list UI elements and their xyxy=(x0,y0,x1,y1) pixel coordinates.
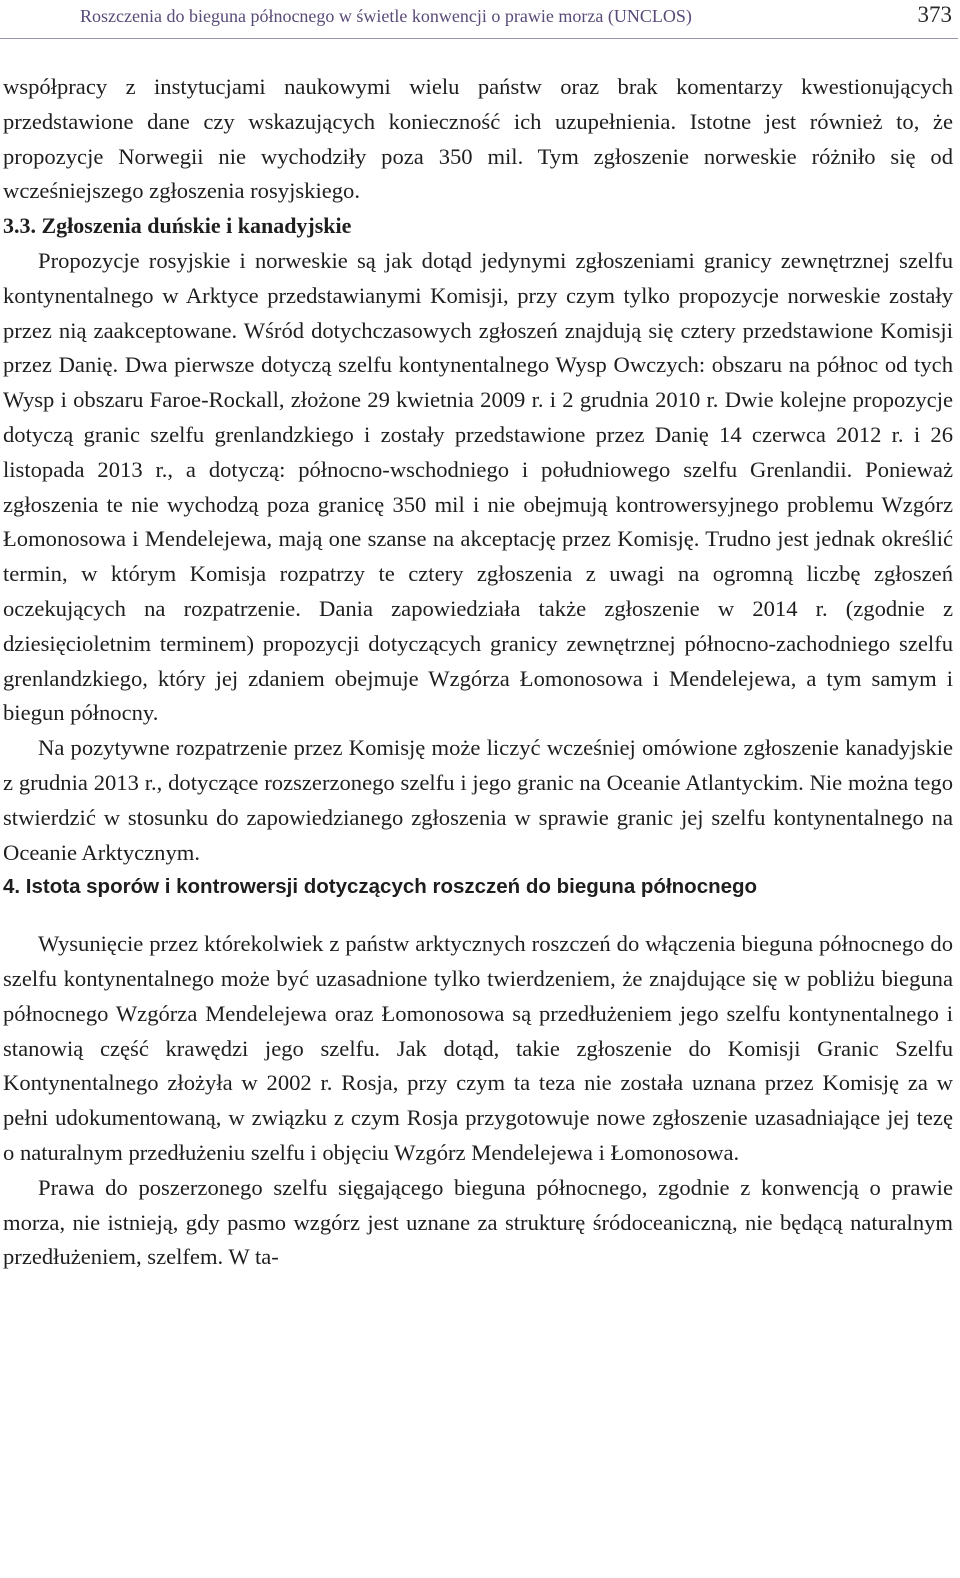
paragraph-continuation: współpracy z instytucjami naukowymi wielu państw oraz brak komentarzy kwestionujących przedstawione dane czy wskazujących konieczność ich uzupełnienia. Istotne jest również to, że propozycje Norwegii nie wychodziły poza 350 mil. Tym zgłoszenie norweskie różniło się od wcześniejszego zgłoszenia rosyjskiego. xyxy=(3,74,953,204)
page-number: 373 xyxy=(917,2,952,27)
subsection-heading: 3.3. Zgłoszenia duńskie i kanadyjskie xyxy=(3,213,352,239)
paragraph-canadian-submission: Na pozytywne rozpatrzenie przez Komisję może liczyć wcześniej omówione zgłoszenie kanadyjskie z grudnia 2013 r., dotyczące rozszerzonego szelfu i jego granic na Oceanie Atlantyckim. Nie można tego stwierdzić w stosunku do zapowiedzianego zgłoszenia w sprawie granic jej szelfu kontynentalnego na Oceanie Arktycznym. xyxy=(3,735,953,865)
paragraph-rights-to-shelf: Prawa do poszerzonego szelfu sięgającego bieguna północnego, zgodnie z konwencją o prawie morza, nie istnieją, gdy pasmo wzgórz jest uznane za strukturę śródoceaniczną, nie będącą naturalnym przedłużeniem, szelfem. W ta- xyxy=(3,1174,953,1270)
section-spacer xyxy=(3,905,953,927)
running-title: Roszczenia do bieguna północnego w świetle konwencji o prawie morza (UNCLOS) xyxy=(80,6,692,26)
section-heading: 4. Istota sporów i kontrowersji dotyczących roszczeń do bieguna północnego xyxy=(3,875,758,899)
header-rule xyxy=(0,38,958,39)
paragraph-danish-submissions: Propozycje rosyjskie i norweskie są jak dotąd jedynymi zgłoszeniami granicy zewnętrznej szelfu kontynentalnego w Arktyce przedstawianymi Komisji, przy czym tylko propozycje norweskie zostały przez nią zaakceptowane. Wśród dotychczasowych zgłoszeń znajdują się cztery przedstawione Komisji przez Danię. Dwa pierwsze dotyczą szelfu kontynentalnego Wysp Owczych: obszaru na północ od tych Wysp i obszaru Faroe-Rockall, złożone 29 kwietnia 2009 r. i 2 grudnia 2010 r. Dwie kolejne propozycje dotyczą granic szelfu grenlandzkiego i zostały przedstawione przez Danię 14 czerwca 2012 r. i 26 listopada 2013 r., a dotyczą: północno-wschodniego i południowego szelfu Grenlandii. Ponieważ zgłoszenia te nie wychodzą poza granicę 350 mil i nie obejmują kontrowersyjnego problemu Wzgórz Łomonosowa i Mendelejewa, mają one szanse na akceptację przez Komisję. Trudno jest jednak określić termin, w którym Komisja rozpatrzy te cztery zgłoszenia z uwagi na ogromną liczbę zgłoszeń oczekujących na rozpatrzenie. Dania zapowiedziała także zgłoszenie w 2014 r. (zgodnie z dziesięcioletnim terminem) propozycji dotyczących granicy zewnętrznej północno-zachodniego szelfu grenlandzkiego, który jej zdaniem obejmuje Wzgórza Łomonosowa i Mendelejewa, a tym samym i biegun północny. xyxy=(3,247,953,726)
body-text xyxy=(3,70,953,1275)
running-header xyxy=(0,0,960,40)
paragraph-essence-of-disputes: Wysunięcie przez którekolwiek z państw arktycznych roszczeń do włączenia bieguna północnego do szelfu kontynentalnego może być uzasadnione tylko twierdzeniem, że znajdujące się w pobliżu bieguna północnego Wzgórza Mendelejewa oraz Łomonosowa są przedłużeniem jego szelfu kontynentalnego i stanowią część krawędzi jego szelfu. Jak dotąd, takie zgłoszenie do Komisji Granic Szelfu Kontynentalnego złożyła w 2002 r. Rosja, przy czym ta teza nie została uznana przez Komisję za w pełni udokumentowaną, w związku z czym Rosja przygotowuje nowe zgłoszenie uzasadniające jej tezę o naturalnym przedłużeniu szelfu i objęciu Wzgórz Mendelejewa i Łomonosowa. xyxy=(3,931,953,1165)
